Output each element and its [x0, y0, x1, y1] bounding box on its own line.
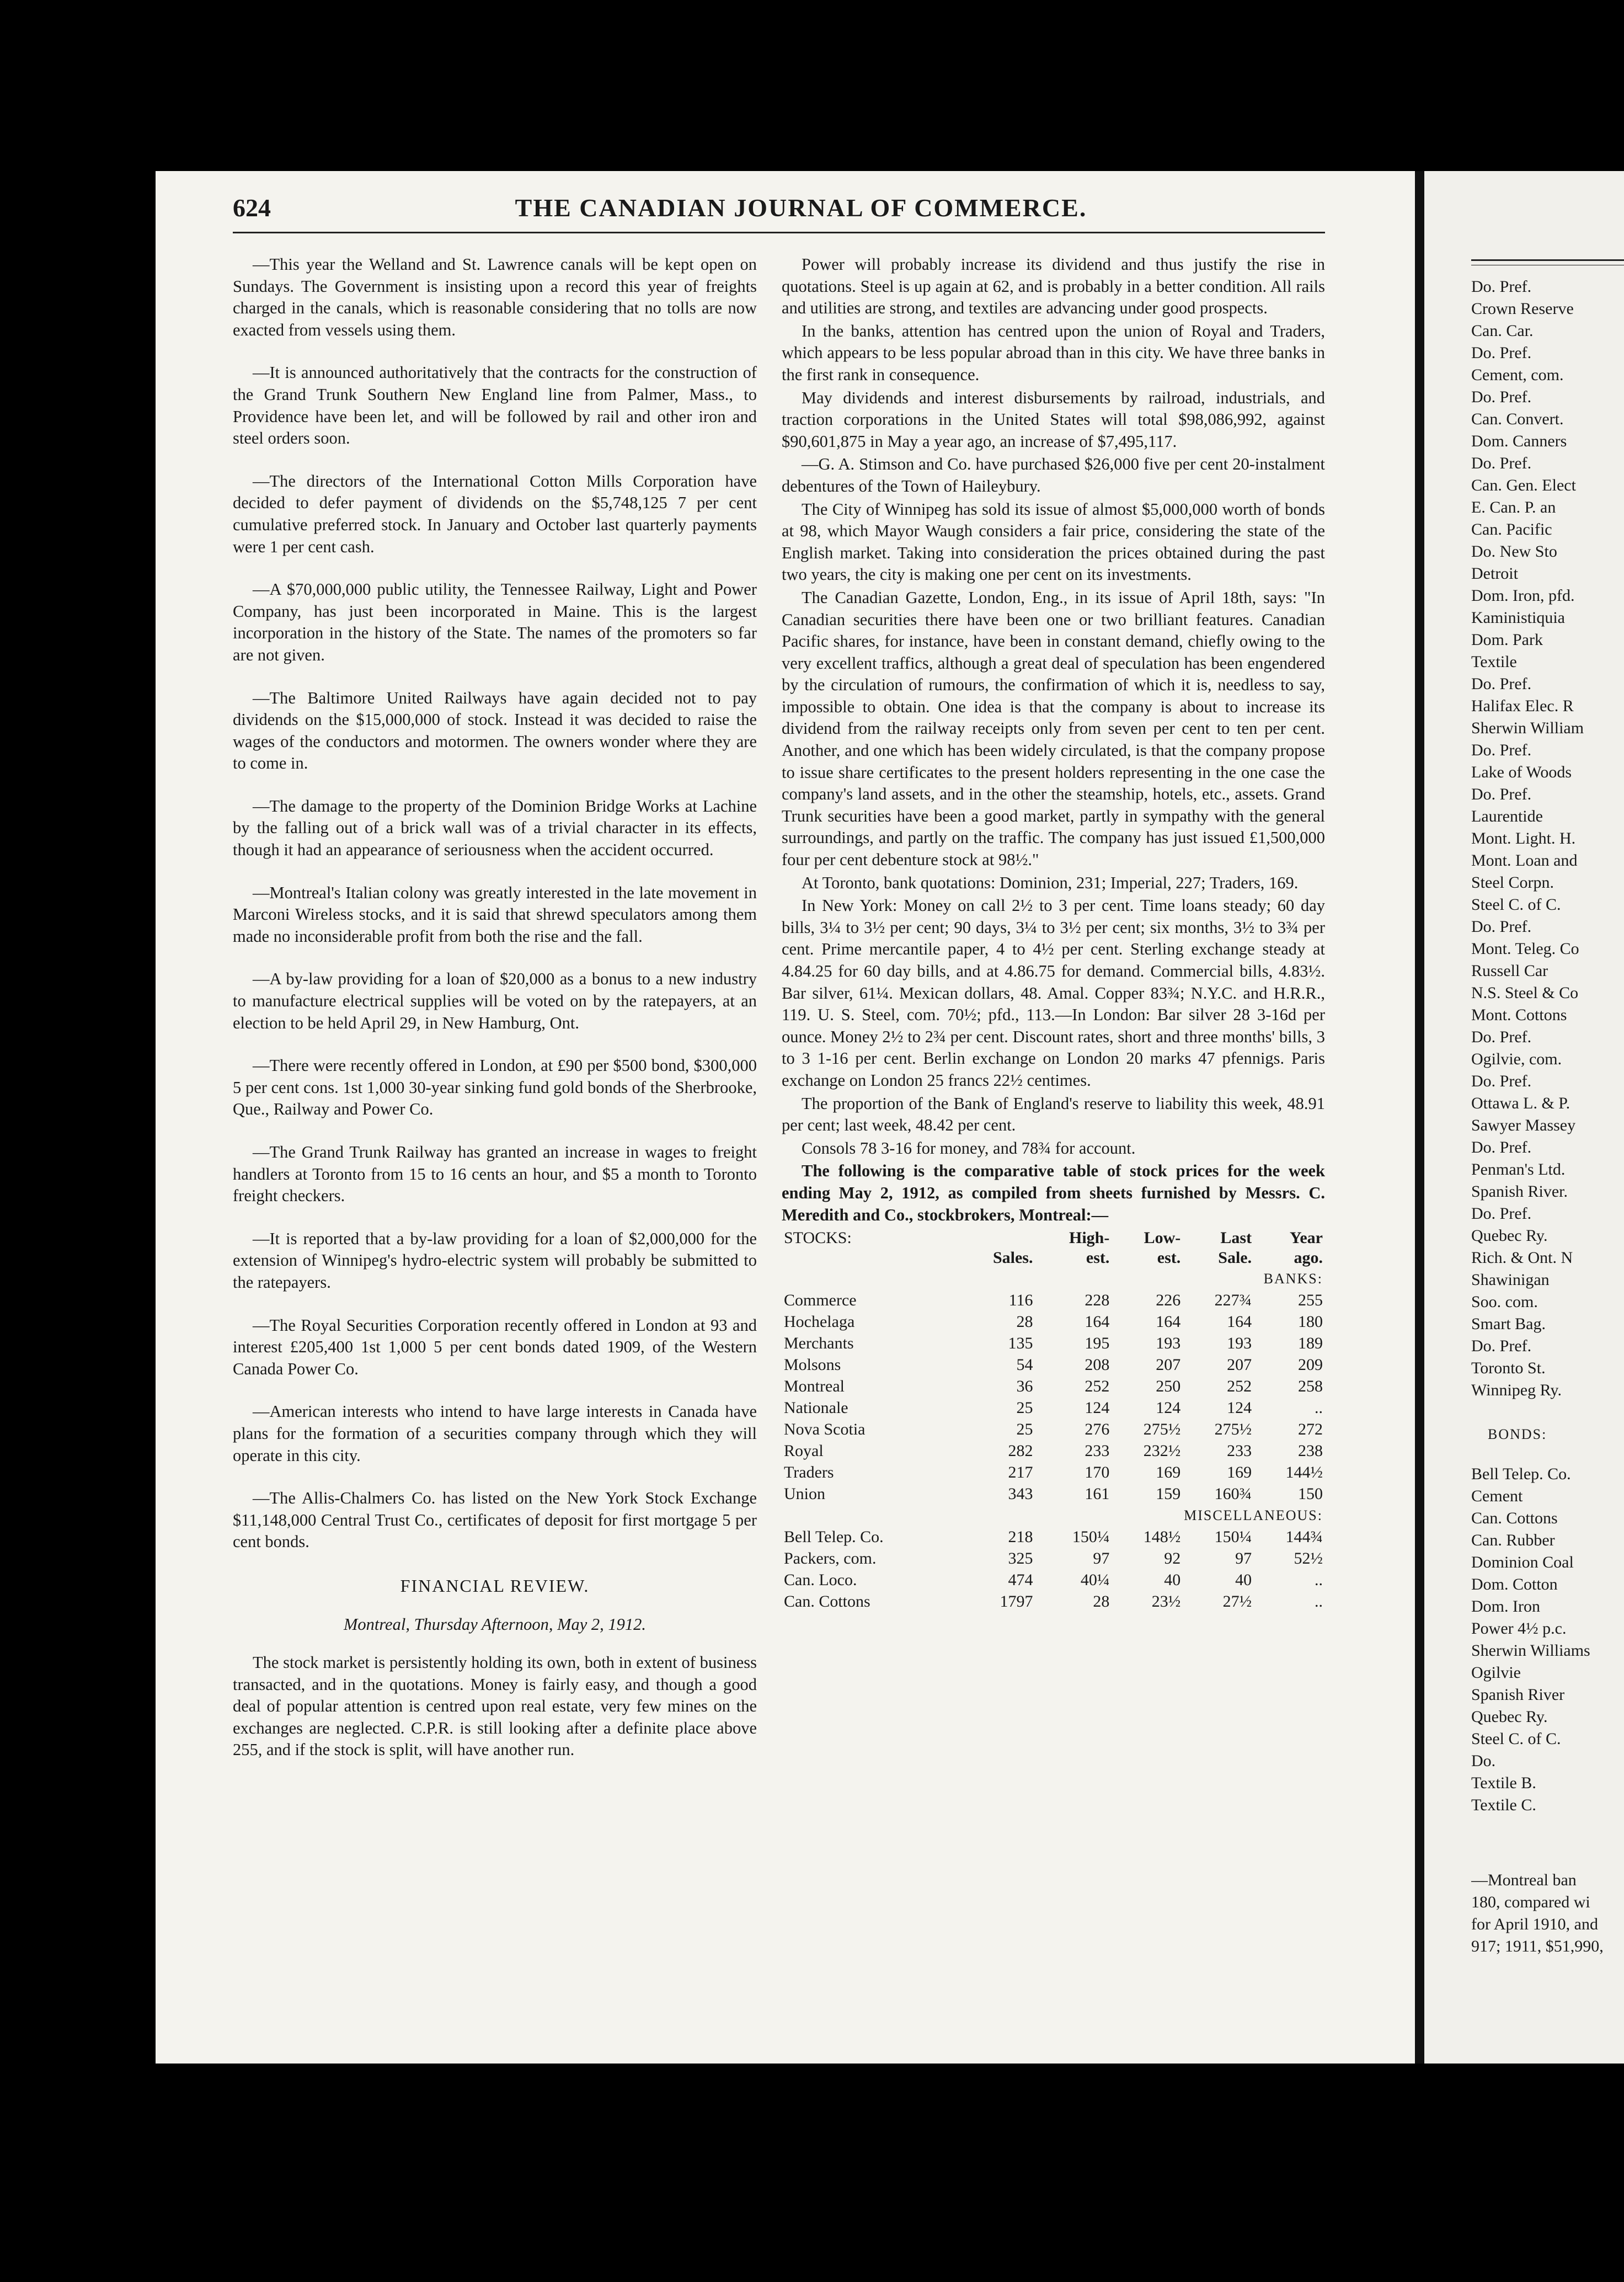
- note-line: 917; 1911, $51,990,: [1471, 1937, 1604, 1955]
- stock-value: 40¼: [1080, 1571, 1110, 1590]
- column-header: est.: [1086, 1249, 1110, 1267]
- list-item: Ogilvie: [1471, 1663, 1521, 1682]
- stock-value: 27½: [1222, 1592, 1252, 1611]
- list-item: Kaministiquia: [1471, 609, 1565, 627]
- table-row: [782, 1311, 1325, 1332]
- stock-value: 164: [1085, 1313, 1110, 1331]
- stock-name: Nationale: [784, 1399, 848, 1417]
- stock-value: 97: [1235, 1549, 1252, 1568]
- list-item: Bell Telep. Co.: [1471, 1465, 1571, 1483]
- news-item-paragraph: —This year the Welland and St. Lawrence canals will be kept open on Sundays. The Government is insisting upon a record this year of freights charged in the canals, which is reasonable considering that no tolls are now exacted from vessels using them.: [233, 255, 757, 339]
- list-item: Do. Pref.: [1471, 1337, 1532, 1355]
- table-row: [782, 1397, 1325, 1419]
- stock-value: 1797: [1000, 1592, 1033, 1611]
- review-paragraph: May dividends and interest disbursements by railroad, industrials, and traction corporations in the United States will total $98,086,992, against $90,601,875 in May a year ago, an increase of $7,495,117.: [782, 388, 1325, 451]
- table-row: [782, 1591, 1325, 1612]
- list-item: Ottawa L. & P.: [1471, 1094, 1570, 1112]
- stock-value: 276: [1085, 1420, 1110, 1439]
- next-page-note: [1471, 1869, 1624, 1958]
- stock-value: 124: [1085, 1399, 1110, 1417]
- list-item: Do. Pref.: [1471, 278, 1532, 296]
- list-item: Dom. Canners: [1471, 432, 1567, 450]
- list-item: Spanish River.: [1471, 1182, 1568, 1201]
- stock-value: 227¾: [1214, 1291, 1252, 1310]
- stock-value: 189: [1298, 1334, 1323, 1353]
- list-item: Quebec Ry.: [1471, 1227, 1548, 1245]
- stock-name: Hochelaga: [784, 1313, 855, 1331]
- list-item: Cement, com.: [1471, 366, 1564, 384]
- stock-name: Royal: [784, 1442, 824, 1460]
- note-line: for April 1910, and: [1471, 1915, 1598, 1933]
- stock-value: 255: [1298, 1291, 1323, 1310]
- list-item: Dom. Cotton: [1471, 1575, 1558, 1593]
- table-row: [782, 1569, 1325, 1591]
- stock-value: 144½: [1285, 1463, 1323, 1482]
- news-item-paragraph: —A by-law providing for a loan of $20,000 as a bonus to a new industry to manufacture electrical supplies will be voted on by the ratepayers, at an election to be held April 29, in New Hamburg, Ont.: [233, 969, 757, 1032]
- review-paragraph: In New York: Money on call 2½ to 3 per cent. Time loans steady; 60 day bills, 3¼ to 3½ per cent; 90 days, 3¼ to 3½ per cent; six months, 3½ to 3¾ per cent. Prime mercantile paper, 4 to 4½ per cent. Sterling exchange steady at 4.84.25 for 60 day bills, and at 4.86.75 for demand. Commercial bills, 4.83½. Bar silver, 61¼. Mexican dollars, 48. Amal. Copper 83¾; N.Y.C. and H.R.R., 119. U. S. Steel, com. 70½; pfd., 113.—In London: Bar silver 28 3-16d per ounce. Money 2½ to 2¾ per cent. Discount rates, short and three months' bills, 3 to 3 1-16 per cent. Berlin exchange on London 20 marks 47 pfennigs. Paris exchange on London 25 francs 22½ centimes.: [782, 896, 1325, 1090]
- stock-value: 252: [1227, 1377, 1252, 1396]
- stock-name: Packers, com.: [784, 1549, 877, 1568]
- next-page-stock-list: [1471, 276, 1624, 1401]
- list-item: Mont. Light. H.: [1471, 829, 1576, 847]
- next-page-bond-list: [1471, 1463, 1624, 1816]
- stock-value: 25: [1016, 1420, 1033, 1439]
- stock-value: 36: [1016, 1377, 1033, 1396]
- list-item: Do. Pref.: [1471, 1072, 1532, 1090]
- list-item: Do. Pref.: [1471, 1028, 1532, 1046]
- stock-table-body: [782, 1268, 1325, 1612]
- stock-value: 164: [1156, 1313, 1181, 1331]
- column-header: Low-: [1144, 1229, 1181, 1247]
- stock-value: 150: [1298, 1485, 1323, 1503]
- page-header: [233, 193, 1325, 226]
- table-group-label: MISCELLANEOUS:: [1184, 1507, 1323, 1524]
- list-item: Do. Pref.: [1471, 675, 1532, 693]
- list-item: Can. Pacific: [1471, 520, 1552, 538]
- table-row: [782, 1548, 1325, 1569]
- stock-value: 252: [1085, 1377, 1110, 1396]
- list-item: Steel Corpn.: [1471, 873, 1554, 892]
- stock-value: ..: [1315, 1399, 1323, 1417]
- stock-name: Traders: [784, 1463, 834, 1482]
- stock-value: 150¼: [1214, 1528, 1252, 1547]
- stock-value: 180: [1298, 1313, 1323, 1331]
- review-paragraph: In the banks, attention has centred upon the union of Royal and Traders, which appears to be less popular abroad than in this city. We have three banks in the first rank in consequence.: [782, 321, 1325, 384]
- list-item: Dom. Iron, pfd.: [1471, 587, 1575, 605]
- stock-value: 135: [1008, 1334, 1033, 1353]
- next-page-rule: [1471, 259, 1624, 261]
- list-item: Can. Convert.: [1471, 410, 1564, 428]
- news-item-paragraph: —American interests who intend to have large interests in Canada have plans for the formation of a securities company through which they will operate in this city.: [233, 1402, 757, 1465]
- left-column: [233, 254, 757, 1782]
- column-header: Sale.: [1218, 1249, 1252, 1267]
- news-item-paragraph: —A $70,000,000 public utility, the Tennessee Railway, Light and Power Company, has just been incorporated in Maine. This is the largest incorporation in the history of the State. The names of the promoters so far are not given.: [233, 580, 757, 664]
- list-item: Laurentide: [1471, 807, 1543, 825]
- note-line: 180, compared wi: [1471, 1893, 1590, 1911]
- list-item: Textile C.: [1471, 1796, 1536, 1814]
- list-item: Spanish River: [1471, 1686, 1565, 1704]
- stock-value: 238: [1298, 1442, 1323, 1460]
- table-row: [782, 1483, 1325, 1505]
- review-paragraph: The City of Winnipeg has sold its issue of almost $5,000,000 worth of bonds at 98, which Mayor Waugh considers a fair price, considering the state of the English market. Taking into consideration the prices obtained during the past two years, the city is making one per cent on its investments.: [782, 499, 1325, 584]
- stock-value: 97: [1093, 1549, 1110, 1568]
- list-item: Do. New Sto: [1471, 542, 1557, 561]
- list-item: Steel C. of C.: [1471, 895, 1561, 914]
- stock-value: 23½: [1151, 1592, 1181, 1611]
- news-item-paragraph: —The Grand Trunk Railway has granted an increase in wages to freight handlers at Toronto from 15 to 16 cents an hour, and $5 a month to Toronto freight checkers.: [233, 1143, 757, 1206]
- list-item: Quebec Ry.: [1471, 1708, 1548, 1726]
- list-item: Dom. Park: [1471, 631, 1543, 649]
- list-item: Can. Car.: [1471, 322, 1534, 340]
- stock-name: Montreal: [784, 1377, 845, 1396]
- left-column-paragraphs: [233, 254, 757, 1553]
- table-row: [782, 1289, 1325, 1311]
- journal-page: [156, 171, 1424, 2064]
- stock-value: 207: [1227, 1356, 1252, 1374]
- list-item: Russell Car: [1471, 962, 1548, 980]
- stock-value: 325: [1008, 1549, 1033, 1568]
- stock-value: 25: [1016, 1399, 1033, 1417]
- list-item: Can. Rubber: [1471, 1531, 1555, 1549]
- stock-value: 40: [1164, 1571, 1181, 1590]
- stock-table-header: [782, 1228, 1325, 1268]
- list-item: Penman's Ltd.: [1471, 1160, 1566, 1179]
- stock-name: Can. Loco.: [784, 1571, 857, 1590]
- stock-value: 233: [1227, 1442, 1252, 1460]
- list-item: Do. Pref.: [1471, 344, 1532, 362]
- stock-value: 170: [1085, 1463, 1110, 1482]
- news-item-paragraph: —There were recently offered in London, at £90 per $500 bond, $300,000 5 per cent cons. 1st 1,000 30-year sinking fund gold bonds of the Sherbrooke, Que., Railway and Power Co.: [233, 1056, 757, 1119]
- page-number: 624: [233, 194, 271, 222]
- list-item: Toronto St.: [1471, 1359, 1546, 1377]
- stock-value: ..: [1315, 1592, 1323, 1611]
- stock-value: 148½: [1143, 1528, 1181, 1547]
- stock-price-table: [782, 1228, 1325, 1612]
- stock-value: 226: [1156, 1291, 1181, 1310]
- stock-value: 228: [1085, 1291, 1110, 1310]
- stock-value: 52½: [1294, 1549, 1323, 1568]
- review-paragraph: Consols 78 3-16 for money, and 78¾ for account.: [802, 1138, 1136, 1158]
- stock-value: 164: [1227, 1313, 1252, 1331]
- review-paragraph: The proportion of the Bank of England's reserve to liability this week, 48.91 per cent; last week, 48.42 per cent.: [782, 1094, 1325, 1135]
- stock-value: 209: [1298, 1356, 1323, 1374]
- stock-value: 193: [1156, 1334, 1181, 1353]
- column-header: Year: [1290, 1229, 1323, 1247]
- list-item: Rich. & Ont. N: [1471, 1249, 1573, 1267]
- list-item: Do. Pref.: [1471, 388, 1532, 406]
- stock-value: 275½: [1143, 1420, 1181, 1439]
- column-header: ago.: [1294, 1249, 1323, 1267]
- column-header: Last: [1220, 1229, 1252, 1247]
- list-item: Lake of Woods: [1471, 763, 1572, 781]
- list-item: Do. Pref.: [1471, 1138, 1532, 1156]
- news-item-paragraph: —It is announced authoritatively that the contracts for the construction of the Grand Trunk Southern New England line from Palmer, Mass., to Providence have been let, and will be followed by rail and other iron and steel orders soon.: [233, 363, 757, 448]
- stocks-label: STOCKS:: [784, 1229, 852, 1247]
- review-paragraph: —G. A. Stimson and Co. have purchased $26,000 five per cent 20-instalment debentures of the Town of Haileybury.: [782, 455, 1325, 495]
- stock-name: Bell Telep. Co.: [784, 1528, 884, 1547]
- list-item: Textile: [1471, 653, 1517, 671]
- stock-value: 28: [1093, 1592, 1110, 1611]
- news-item-paragraph: —It is reported that a by-law providing for a loan of $2,000,000 for the extension of Winnipeg's hydro-electric system will probably be submitted to the ratepayers.: [233, 1229, 757, 1292]
- table-row: [782, 1440, 1325, 1462]
- stock-value: 272: [1298, 1420, 1323, 1439]
- column-header: [959, 1228, 1035, 1248]
- stock-name: Molsons: [784, 1356, 841, 1374]
- stock-value: 54: [1016, 1356, 1033, 1374]
- list-item: Sawyer Massey: [1471, 1116, 1576, 1134]
- column-header: High-: [1069, 1229, 1110, 1247]
- stock-value: 160¾: [1214, 1485, 1252, 1503]
- stock-name: Union: [784, 1485, 825, 1503]
- list-item: Cement: [1471, 1487, 1523, 1505]
- stock-value: 40: [1235, 1571, 1252, 1590]
- stock-value: ..: [1315, 1571, 1323, 1590]
- stock-value: 169: [1227, 1463, 1252, 1482]
- news-item-paragraph: —The Royal Securities Corporation recently offered in London at 93 and interest £205,400 1st 1,000 5 per cent bonds dated 1909, of the Western Canada Power Co.: [233, 1315, 757, 1378]
- column-header: Sales.: [992, 1249, 1033, 1267]
- financial-review-title: FINANCIAL REVIEW.: [400, 1575, 590, 1596]
- stock-value: 195: [1085, 1334, 1110, 1353]
- stock-value: 258: [1298, 1377, 1323, 1396]
- table-row: [782, 1354, 1325, 1375]
- right-column-paragraphs: [782, 254, 1325, 1159]
- list-item: Mont. Teleg. Co: [1471, 940, 1579, 958]
- journal-title: THE CANADIAN JOURNAL OF COMMERCE.: [515, 194, 1087, 222]
- table-row: [782, 1419, 1325, 1440]
- review-paragraph: At Toronto, bank quotations: Dominion, 231; Imperial, 227; Traders, 169.: [802, 873, 1299, 892]
- stock-value: 124: [1156, 1399, 1181, 1417]
- list-item: Dominion Coal: [1471, 1553, 1574, 1571]
- stock-value: 124: [1227, 1399, 1252, 1417]
- stock-value: 169: [1156, 1463, 1181, 1482]
- list-item: Ogilvie, com.: [1471, 1050, 1562, 1068]
- list-item: Do. Pref.: [1471, 454, 1532, 472]
- news-item-paragraph: —The damage to the property of the Dominion Bridge Works at Lachine by the falling out of a brick wall was of a trivial character in its effects, though it had an appearance of seriousness when the accident occurred.: [233, 796, 757, 860]
- list-item: E. Can. P. an: [1471, 498, 1556, 516]
- stock-value: 161: [1085, 1485, 1110, 1503]
- stock-value: 92: [1164, 1549, 1181, 1568]
- next-page-list: [1471, 276, 1624, 1958]
- review-paragraph: Power will probably increase its dividend and thus justify the rise in quotations. Steel is up again at 62, and is probably in a better condition. All rails and utilities are strong, and textiles are advancing under good prospects.: [782, 255, 1325, 318]
- review-paragraph: The Canadian Gazette, London, Eng., in its issue of April 18th, says: "In Canadian securities there have been one or two brilliant features. Canadian Pacific shares, for instance, have been in constant demand, chiefly owing to the very excellent traffics, although a great deal of speculation has been engendered by the circulation of rumours, the confirmation of which it is, needless to say, impossible to obtain. One idea is that the company is about to increase its dividend from the railway receipts only from seven per cent to ten per cent. Another, and one which has been widely circulated, is that the company propose to issue share certificates to the present holders representing in the one case the company's land assets, and in the other the steamship, hotels, etc., assets. Grand Trunk securities have been a good market, partly in sympathy with the general surroundings, and partly on the traffic. The company has just issued £1,500,000 four per cent debenture stock at 98½.": [782, 588, 1325, 870]
- review-dateline: Montreal, Thursday Afternoon, May 2, 1912.: [343, 1614, 647, 1634]
- list-item: Shawinigan: [1471, 1271, 1550, 1289]
- list-item: Textile B.: [1471, 1774, 1536, 1792]
- list-item: Do. Pref.: [1471, 918, 1532, 936]
- header-rule: [233, 232, 1325, 233]
- table-row: [782, 1526, 1325, 1548]
- list-item: Crown Reserve: [1471, 300, 1574, 318]
- list-item: Mont. Loan and: [1471, 851, 1578, 870]
- stock-name: Merchants: [784, 1334, 854, 1353]
- stock-name: Nova Scotia: [784, 1420, 866, 1439]
- stock-value: 343: [1008, 1485, 1033, 1503]
- list-item: Mont. Cottons: [1471, 1006, 1567, 1024]
- right-column: [782, 254, 1325, 1612]
- stock-value: 217: [1008, 1463, 1033, 1482]
- list-item: Detroit: [1471, 564, 1518, 583]
- stock-value: 159: [1156, 1485, 1181, 1503]
- table-row: [782, 1375, 1325, 1397]
- news-item-paragraph: —The directors of the International Cotton Mills Corporation have decided to defer payment of dividends on the $5,748,125 7 per cent cumulative preferred stock. In January and October last quarterly payments were 1 per cent cash.: [233, 471, 757, 556]
- list-item: Soo. com.: [1471, 1293, 1538, 1311]
- table-intro: The following is the comparative table of stock prices for the week ending May 2, 1912, as compiled from sheets furnished by Messrs. C. Meredith and Co., stockbrokers, Montreal:—: [782, 1161, 1325, 1224]
- list-item: Do. Pref.: [1471, 1204, 1532, 1223]
- list-item: Do.: [1471, 1752, 1496, 1770]
- stock-value: 208: [1085, 1356, 1110, 1374]
- list-item: Halifax Elec. R: [1471, 697, 1574, 715]
- next-page-fragment: [1424, 171, 1624, 2064]
- table-group-label: BANKS:: [1263, 1271, 1323, 1287]
- news-item-paragraph: —The Baltimore United Railways have again decided not to pay dividends on the $15,000,000 of stock. Instead it was decided to raise the wages of the conductors and motormen. The owners wonder where they are to come in.: [233, 688, 757, 773]
- stock-value: 28: [1016, 1313, 1033, 1331]
- list-item: Can. Gen. Elect: [1471, 476, 1576, 494]
- list-item: Steel C. of C.: [1471, 1730, 1561, 1748]
- list-item: Winnipeg Ry.: [1471, 1381, 1562, 1399]
- stock-value: 275½: [1214, 1420, 1252, 1439]
- stock-value: 218: [1008, 1528, 1033, 1547]
- stock-value: 150¼: [1072, 1528, 1110, 1547]
- table-row: [782, 1332, 1325, 1354]
- list-item: Power 4½ p.c.: [1471, 1619, 1567, 1638]
- stock-value: 474: [1008, 1571, 1033, 1590]
- stock-value: 207: [1156, 1356, 1181, 1374]
- column-header: est.: [1157, 1249, 1181, 1267]
- review-intro: The stock market is persistently holding its own, both in extent of business transacted, and in the quotations. Money is fairly easy, and though a good deal of popular attention is centred upon real estate, very few mines on the exchanges are neglected. C.P.R. is still looking after a definite place above 255, and if the stock is split, will have another run.: [233, 1653, 757, 1760]
- list-item: N.S. Steel & Co: [1471, 984, 1579, 1002]
- stock-value: 193: [1227, 1334, 1252, 1353]
- list-item: Sherwin William: [1471, 719, 1584, 737]
- stock-value: 116: [1008, 1291, 1033, 1310]
- list-item: Sherwin Williams: [1471, 1641, 1590, 1660]
- news-item-paragraph: —Montreal's Italian colony was greatly interested in the late movement in Marconi Wireless stocks, and it is said that shrewd speculators among them made no inconsiderable profit from both the rise and the fall.: [233, 883, 757, 946]
- list-item: Dom. Iron: [1471, 1597, 1540, 1615]
- list-item: Smart Bag.: [1471, 1315, 1546, 1333]
- list-item: Can. Cottons: [1471, 1509, 1558, 1527]
- list-item: Do. Pref.: [1471, 785, 1532, 803]
- stock-name: Can. Cottons: [784, 1592, 870, 1611]
- list-item: Do. Pref.: [1471, 741, 1532, 759]
- news-item-paragraph: —The Allis-Chalmers Co. has listed on the New York Stock Exchange $11,148,000 Central Trust Co., certificates of deposit for first mortgage 5 per cent bonds.: [233, 1489, 757, 1551]
- stock-value: 144¾: [1285, 1528, 1323, 1547]
- note-line: —Montreal ban: [1471, 1871, 1577, 1889]
- bonds-label: BONDS:: [1488, 1426, 1547, 1442]
- stock-value: 250: [1156, 1377, 1181, 1396]
- table-row: [782, 1462, 1325, 1483]
- stock-value: 282: [1008, 1442, 1033, 1460]
- stock-name: Commerce: [784, 1291, 857, 1310]
- stock-value: 233: [1085, 1442, 1110, 1460]
- stock-value: 232½: [1143, 1442, 1181, 1460]
